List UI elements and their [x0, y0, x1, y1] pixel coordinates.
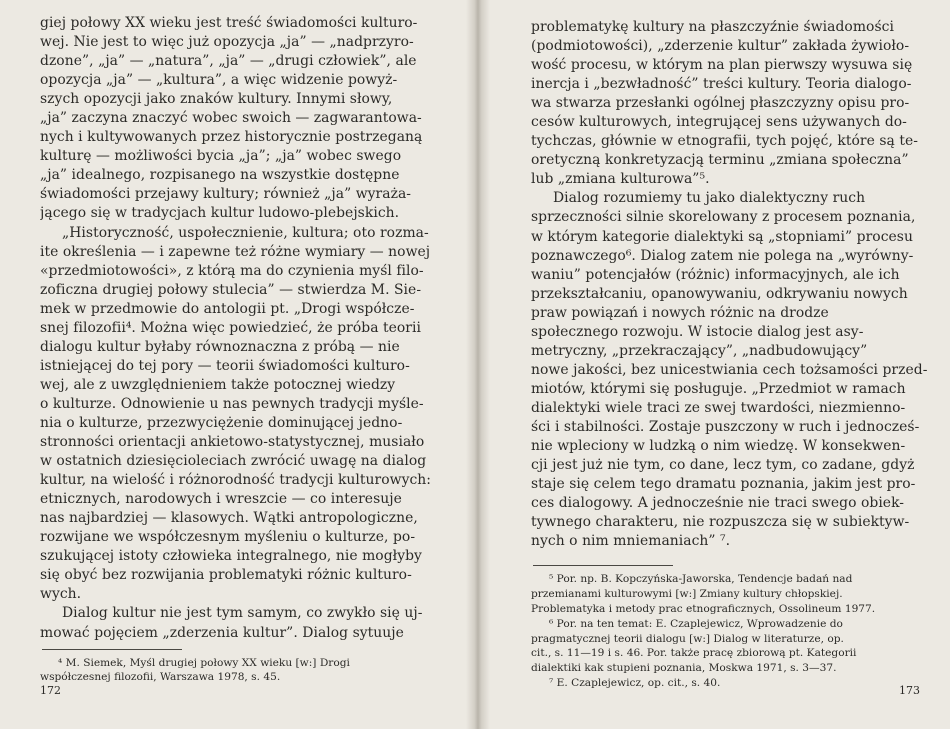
text-line: nych i kultywowanych przez historycznie postrzeganą [40, 129, 423, 146]
text-line: o kulturze. Odnowienie u nas pewnych tradycji myśle- [40, 395, 424, 412]
text-line: istniejącej do tej pory — teorii świadomości kulturo- [40, 357, 410, 374]
text-line: nia o kulturze, przezwyciężenie dominującej jedno- [40, 414, 403, 431]
text-line: rozwijane we współczesnym myśleniu o kulturze, po- [40, 529, 416, 546]
text-line: się obyć bez rozwijania problematyki różnic kulturo- [40, 567, 412, 584]
text-line: „ja” zaczyna znaczyć wobec swoich — zagwarantowa- [40, 110, 422, 127]
text-line: cesów kulturowych, integrującej sens używanych do- [531, 114, 907, 131]
text-line: snej filozofii⁴. Można więc powiedzieć, że próba teorii [40, 319, 421, 336]
text-line: Dialog rozumiemy tu jako dialektyczny ruch [553, 190, 866, 207]
left-body-text [40, 14, 464, 643]
text-line: tywnego charakteru, nie rozpuszcza się w subiektyw- [531, 514, 910, 531]
text-line: lub „zmiana kulturowa”⁵. [531, 171, 710, 188]
text-line: metryczny, „przekraczający”, „nadbudowujący” [531, 342, 868, 359]
footnote-line: Problematyka i metody prac etnograficznych, Ossolineum 1977. [531, 602, 876, 615]
text-line: praw powiązań i nowych różnic na drodze [531, 304, 829, 321]
text-line: ces dialogowy. A jednocześnie nie traci swego obiek- [531, 495, 905, 512]
footnote-line: ⁶ Por. na ten temat: E. Czaplejewicz, Wprowadzenie do [549, 617, 843, 630]
text-line: „Historyczność, uspołecznienie, kultura; oto rozma- [62, 224, 429, 241]
text-line: zoficzna drugiej połowy stulecia” — stwierdza M. Sie- [40, 281, 422, 298]
text-line: jącego się w tradycjach kultur ludowo-plebejskich. [40, 205, 400, 222]
text-line: nych o nim mniemaniach” ⁷. [531, 533, 731, 550]
text-line: opozycja „ja” — „kultura”, a więc widzenie powyż- [40, 72, 398, 89]
footnote-divider [533, 565, 673, 566]
text-line: wej, ale z uwzględnieniem także potocznej wiedzy [40, 376, 396, 393]
text-line: społecznego rozwoju. W istocie dialog jest asy- [531, 323, 864, 340]
left-footnotes [40, 656, 464, 686]
text-line: mek w przedmowie do antologii pt. „Drogi współcze- [40, 300, 415, 317]
right-footnotes [531, 572, 928, 690]
text-line: problematykę kultury na płaszczyźnie świadomości [531, 19, 894, 35]
footnote-line: ⁴ M. Siemek, Myśl drugiej połowy XX wieku [w:] Drogi [58, 656, 350, 669]
text-line: wej. Nie jest to więc już opozycja „ja” — „nadprzyro- [40, 34, 414, 51]
text-line: Dialog kultur nie jest tym samym, co zwykło się uj- [62, 605, 423, 622]
text-line: staje się celem tego dramatu poznania, jakim jest pro- [531, 476, 916, 493]
text-line: «przedmiotowości», z którą ma do czynienia myśl filo- [40, 262, 424, 279]
text-line: ite określenia — i zapewne też różne wymiary — nowej [40, 243, 431, 260]
footnote-line: cit., s. 11—19 i s. 46. Por. także pracę zbiorową pt. Kategorii [531, 647, 857, 660]
text-line: wych. [40, 586, 82, 603]
footnote-line: współczesnej filozofii, Warszawa 1978, s. 45. [40, 671, 281, 684]
text-line: ści i stabilności. Zostaje puszczony w ruch i jednocześ- [531, 418, 920, 435]
text-line: cji jest już nie tym, co dane, lecz tym, co zadane, gdyż [531, 457, 915, 474]
text-line: szych opozycji jako znaków kultury. Innymi słowy, [40, 91, 393, 108]
text-line: „ja” idealnego, rozpisanego na wszystkie dostępne [40, 167, 400, 184]
footnote-line: pragmatycznej teorii dialogu [w:] Dialog w literaturze, op. [531, 632, 844, 645]
text-line: miotów, którymi się posługuje. „Przedmiot w ramach [531, 380, 906, 397]
right-body-text [531, 18, 928, 551]
text-line: nie wpleciony w ludzką o nim wiedzę. W konsekwen- [531, 438, 906, 455]
text-line: w ostatnich dziesięcioleciach zwrócić uwagę na dialog [40, 453, 427, 470]
footnote-line: dialektiki kak stupieni poznania, Moskwa 1971, s. 3—37. [531, 662, 837, 675]
footnote-line: ⁵ Por. np. B. Kopczyńska-Jaworska, Tendencje badań nad [549, 573, 853, 586]
text-line: (podmiotowości), „zderzenie kultur” zakłada żywioło- [531, 38, 910, 55]
footnote-line: ⁷ E. Czaplejewicz, op. cit., s. 40. [549, 676, 721, 689]
text-line: etnicznych, narodowych i wreszcie — co interesuje [40, 491, 402, 508]
text-line: dzone”, „ja” — „natura”, „ja” — „drugi człowiek”, ale [40, 53, 417, 70]
text-line: świadomości przejawy kultury; również „ja” wyraża- [40, 186, 412, 203]
text-line: inercja i „bezwładność” treści kultury. Teoria dialogo- [531, 76, 912, 93]
text-line: stronności orientacji ankietowo-statystycznej, musiało [40, 434, 425, 451]
text-line: giej połowy XX wieku jest treść świadomości kulturo- [40, 15, 418, 31]
page-number: 173 [899, 684, 920, 697]
text-line: poznawczego⁶. Dialog zatem nie polega na „wyrówny- [531, 247, 914, 264]
text-line: nowe jakości, bez unicestwiania cech tożsamości przed- [531, 361, 928, 378]
footnote-line: przemianami kulturowymi [w:] Zmiany kultury chłopskiej. [531, 588, 843, 601]
text-line: sprzeczności silnie skorelowany z procesem poznania, [531, 209, 916, 226]
text-line: tychczas, głównie w etnografii, tych pojęć, które są te- [531, 133, 918, 150]
text-line: oretyczną konkretyzacją terminu „zmiana społeczna” [531, 152, 909, 169]
text-line: wość procesu, w którym na plan pierwszy wysuwa się [531, 57, 913, 74]
text-line: nas najbardziej — klasowych. Wątki antropologiczne, [40, 510, 418, 527]
text-line: dialektyki wiele traci ze swej twardości, niezmienno- [531, 399, 906, 416]
book-gutter [466, 0, 490, 729]
text-line: wa stwarza przesłanki ogólnej płaszczyzny opisu pro- [531, 95, 910, 112]
text-line: kulturę — możliwości bycia „ja”; „ja” wobec swego [40, 148, 402, 165]
text-line: kultur, na wielość i różnorodność tradycji kulturowych: [40, 472, 432, 489]
left-page [0, 0, 474, 729]
right-page [481, 0, 950, 729]
text-line: waniu” potencjałów (różnic) informacyjnych, ale ich [531, 266, 900, 283]
text-line: w którym kategorie dialektyki są „stopniami” procesu [531, 228, 913, 245]
footnote-divider [42, 649, 182, 650]
text-line: szukującej istoty człowieka integralnego, nie mogłyby [40, 548, 422, 565]
text-line: mować pojęciem „zderzenia kultur”. Dialog sytuuje [40, 624, 404, 641]
page-number: 172 [40, 684, 61, 697]
text-line: przekształcaniu, opanowywaniu, odkrywaniu nowych [531, 285, 908, 302]
text-line: dialogu kultur byłaby równoznaczna z próbą — nie [40, 338, 400, 355]
